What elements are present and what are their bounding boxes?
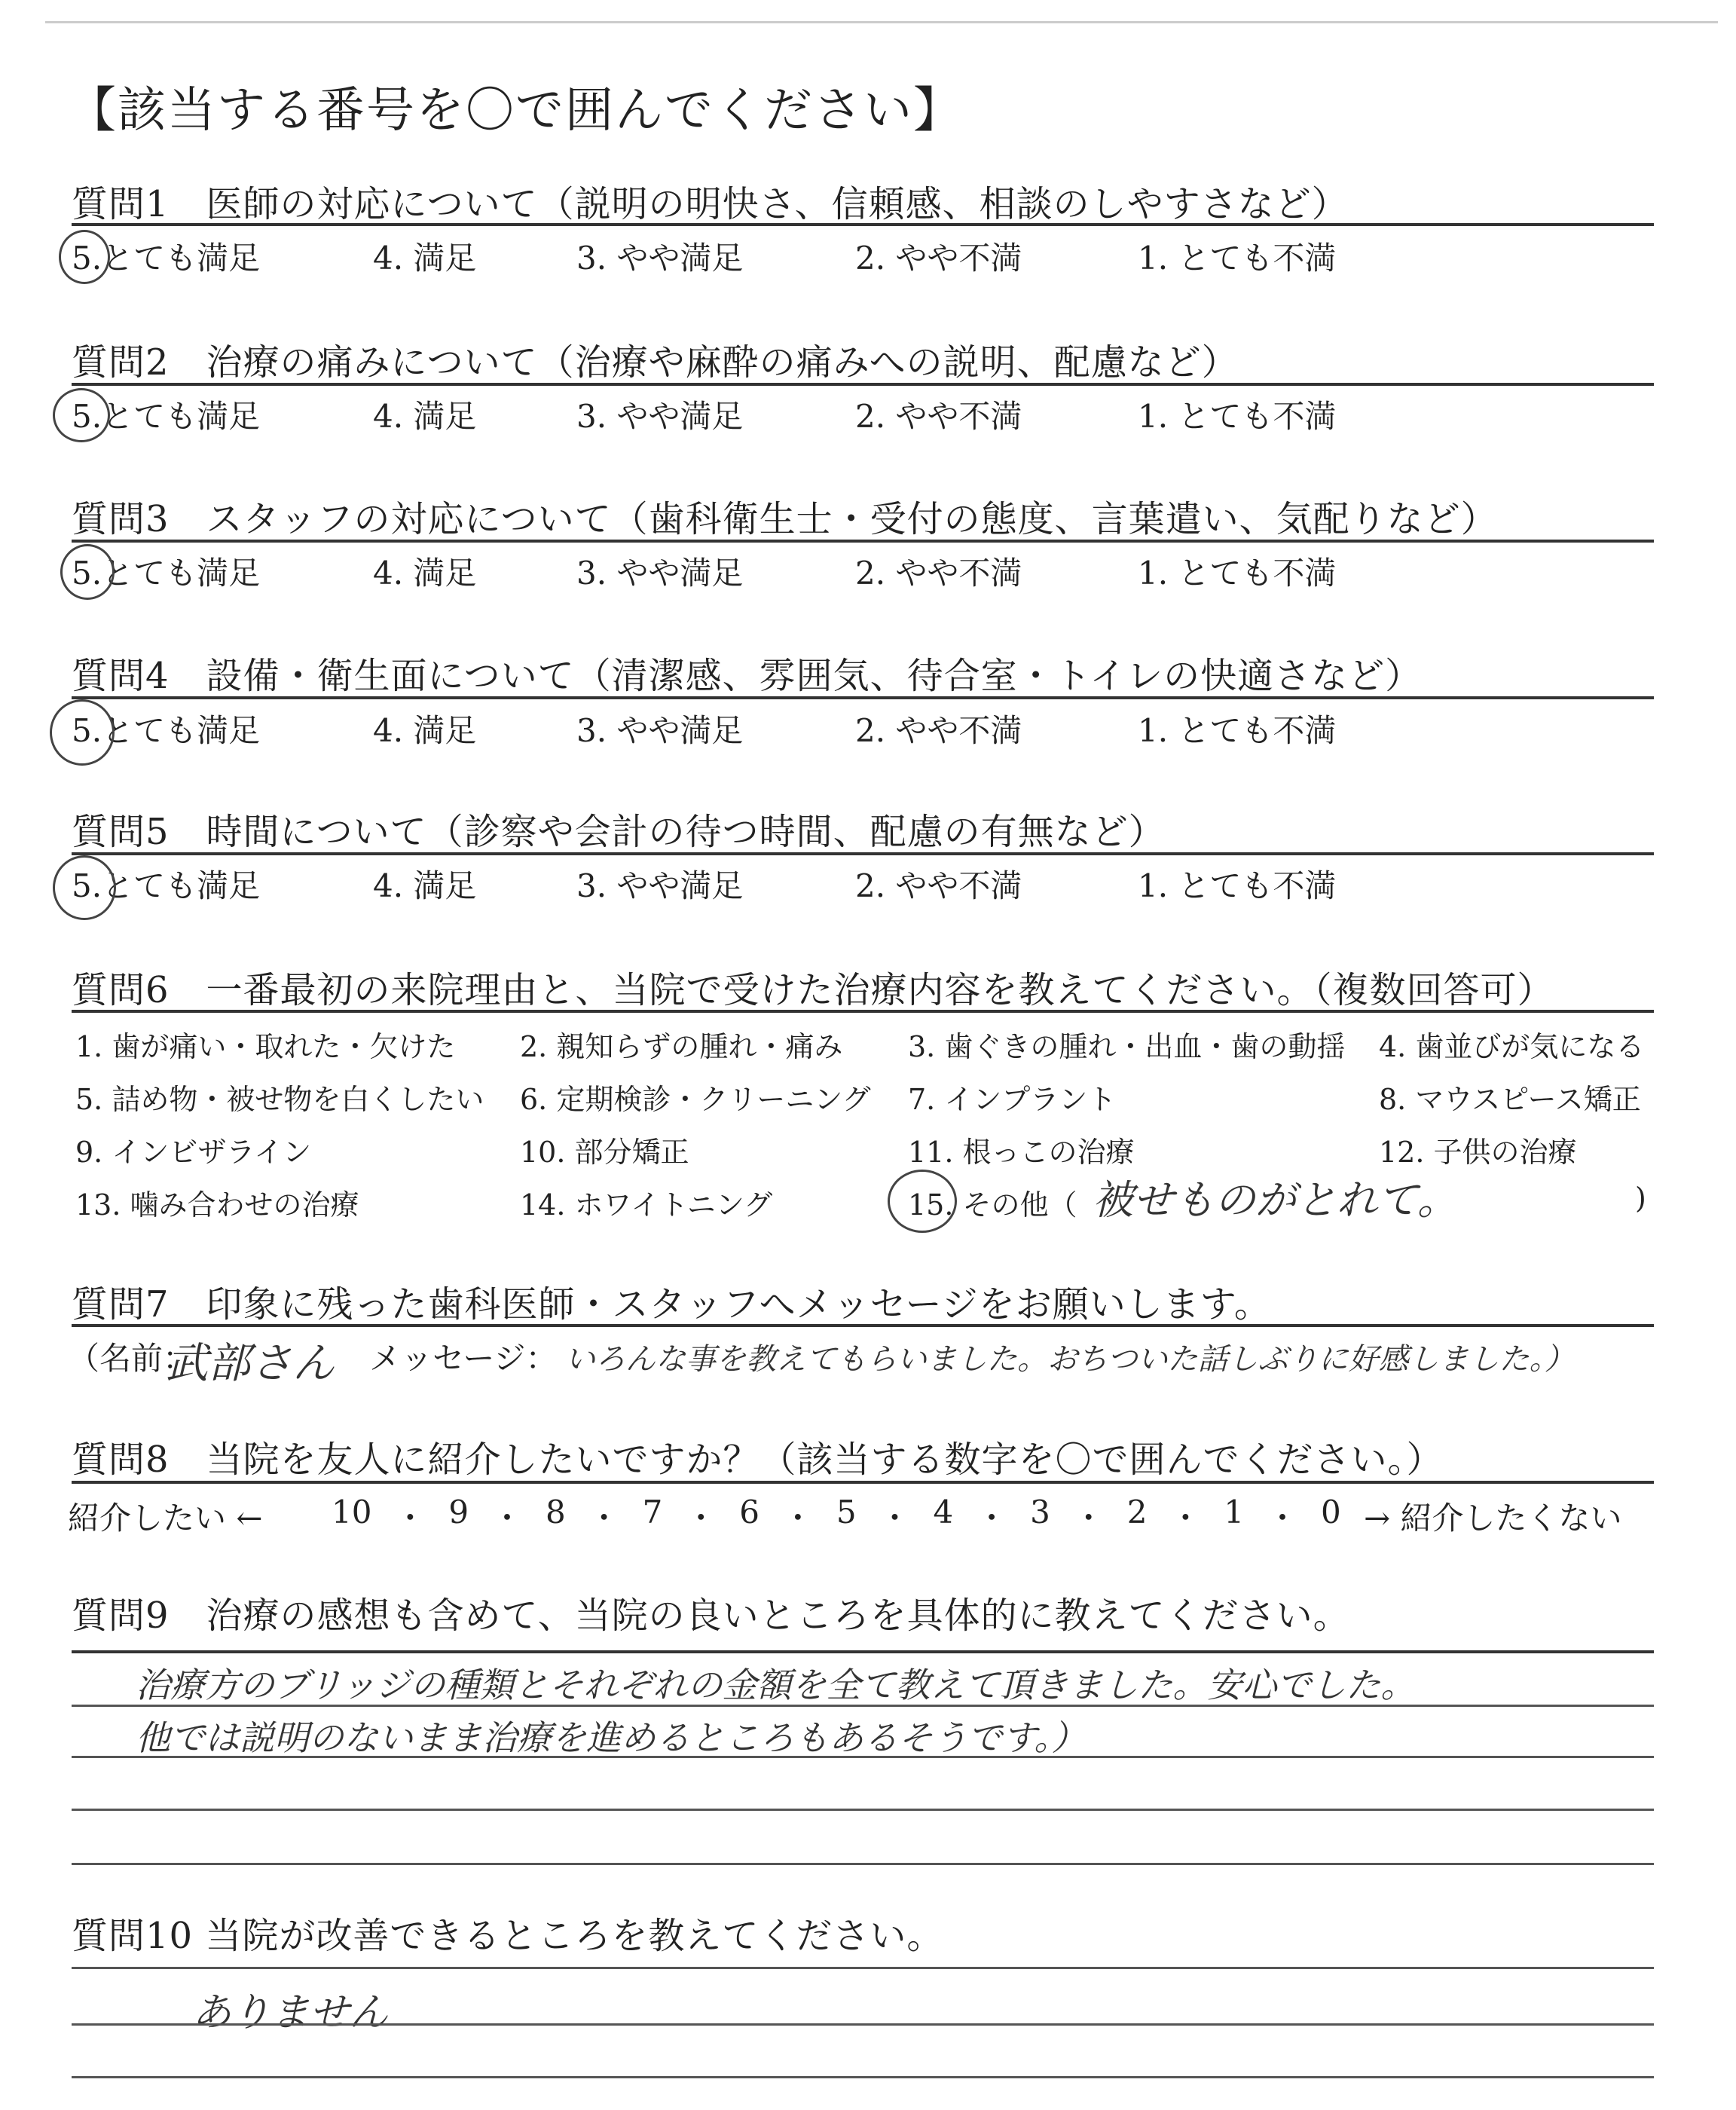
q8-scale-dot: ・: [1169, 1500, 1202, 1537]
q6-option-9[interactable]: 9. インビザライン: [75, 1136, 312, 1169]
q8-scale-3[interactable]: 3: [1030, 1494, 1050, 1531]
q6-selection-circle: [888, 1170, 957, 1233]
q5-option-4[interactable]: 4. 満足: [373, 867, 477, 904]
q4-selection-circle: [50, 699, 115, 766]
q8-scale-dot: ・: [685, 1500, 717, 1537]
q7-name-value[interactable]: 武部さん: [166, 1339, 335, 1388]
q8-scale-10[interactable]: 10: [332, 1494, 372, 1531]
top-edge-line: [45, 21, 1718, 23]
question-8-heading: 質問8 当院を友人に紹介したいですか？（該当する数字を〇で囲んでください。）: [72, 1439, 1444, 1481]
q5-option-3[interactable]: 3. やや満足: [576, 867, 744, 904]
q6-option-8[interactable]: 8. マウスピース矯正: [1379, 1083, 1641, 1116]
q8-scale-dot: ・: [781, 1500, 814, 1537]
q2-option-3[interactable]: 3. やや満足: [576, 398, 744, 435]
question-4-heading: 質問4 設備・衛生面について（清潔感、雰囲気、待合室・トイレの快適さなど）: [72, 655, 1423, 697]
question-1-heading: 質問1 医師の対応について（説明の明快さ、信頼感、相談のしやすさなど）: [72, 183, 1349, 225]
q4-option-3[interactable]: 3. やや満足: [576, 712, 744, 749]
q8-scale-1[interactable]: 1: [1224, 1494, 1245, 1531]
q8-scale-dot: ・: [394, 1500, 426, 1537]
q8-scale-dot: ・: [1267, 1500, 1299, 1537]
q1-option-5[interactable]: 5.とても満足: [72, 240, 261, 277]
q5-option-1[interactable]: 1. とても不満: [1138, 867, 1337, 904]
q5-selection-circle: [53, 855, 116, 920]
q4-option-4[interactable]: 4. 満足: [373, 712, 477, 749]
q1-option-2[interactable]: 2. やや不満: [855, 240, 1022, 277]
question-3-heading: 質問3 スタッフの対応について（歯科衛生士・受付の態度、言葉遣い、気配りなど）: [72, 498, 1498, 540]
q6-option-10[interactable]: 10. 部分矯正: [520, 1136, 689, 1169]
q6-option-13[interactable]: 13. 噛み合わせの治療: [75, 1188, 359, 1222]
question-6-rule: [72, 1010, 1654, 1013]
q9-answer-rule-2: [72, 1756, 1654, 1758]
q1-option-3[interactable]: 3. やや満足: [576, 240, 744, 277]
q6-option-14[interactable]: 14. ホワイトニング: [520, 1188, 773, 1222]
q3-option-2[interactable]: 2. やや不満: [855, 555, 1022, 592]
q6-option-4[interactable]: 4. 歯並びが気になる: [1379, 1030, 1645, 1063]
q1-option-4[interactable]: 4. 満足: [373, 240, 477, 277]
q6-option-3[interactable]: 3. 歯ぐきの腫れ・出血・歯の動揺: [908, 1030, 1346, 1063]
q10-answer-rule-1: [72, 1967, 1654, 1969]
q6-option-12[interactable]: 12. 子供の治療: [1379, 1136, 1577, 1169]
q10-answer-rule-2: [72, 2023, 1654, 2026]
q8-scale-dot: ・: [588, 1500, 620, 1537]
q1-option-1[interactable]: 1. とても不満: [1138, 240, 1337, 277]
question-4-rule: [72, 696, 1654, 699]
q3-option-5[interactable]: 5.とても満足: [72, 555, 261, 592]
q8-scale: [332, 1494, 1341, 1539]
q5-option-5[interactable]: 5.とても満足: [72, 867, 261, 904]
q2-option-1[interactable]: 1. とても不満: [1138, 398, 1337, 435]
question-3-rule: [72, 540, 1654, 543]
q10-answer-rule-3: [72, 2076, 1654, 2078]
q6-option-11[interactable]: 11. 根っこの治療: [908, 1136, 1135, 1169]
q7-message-label: メッセージ：: [369, 1340, 558, 1377]
q6-option-5[interactable]: 5. 詰め物・被せ物を白くしたい: [75, 1083, 484, 1116]
q8-scale-2[interactable]: 2: [1126, 1494, 1148, 1531]
q8-scale-dot: ・: [1072, 1500, 1105, 1537]
q6-other-close-paren: ): [1635, 1182, 1646, 1215]
question-10-heading: 質問10 当院が改善できるところを教えてください。: [72, 1915, 944, 1957]
q8-scale-5[interactable]: 5: [836, 1494, 857, 1531]
q9-answer-line-1[interactable]: 治療方のブリッジの種類とそれぞれの金額を全て教えて頂きました。安心でした。: [136, 1665, 1416, 1705]
q8-scale-dot: ・: [491, 1500, 524, 1537]
question-7-heading: 質問7 印象に残った歯科医師・スタッフへメッセージをお願いします。: [72, 1283, 1271, 1326]
q4-option-2[interactable]: 2. やや不満: [855, 712, 1022, 749]
question-1-rule: [72, 223, 1654, 226]
q8-scale-4[interactable]: 4: [933, 1494, 954, 1531]
q4-option-1[interactable]: 1. とても不満: [1138, 712, 1337, 749]
q1-selection-circle: [59, 230, 110, 284]
q9-answer-rule-3: [72, 1809, 1654, 1811]
q8-right-label: → 紹介したくない: [1364, 1500, 1622, 1537]
q6-option-2[interactable]: 2. 親知らずの腫れ・痛み: [520, 1030, 843, 1063]
q10-answer[interactable]: ありません: [192, 1990, 389, 2035]
q2-option-5[interactable]: 5.とても満足: [72, 398, 261, 435]
q6-option-15[interactable]: 15. その他（: [908, 1188, 1077, 1222]
q8-left-label: 紹介したい ←: [68, 1500, 263, 1537]
question-2-rule: [72, 383, 1654, 386]
question-6-heading: 質問6 一番最初の来院理由と、当院で受けた治療内容を教えてください。（複数回答可）: [72, 969, 1554, 1011]
q6-option-6[interactable]: 6. 定期検診・クリーニング: [520, 1083, 871, 1116]
q8-scale-9[interactable]: 9: [448, 1494, 469, 1531]
q6-option-1[interactable]: 1. 歯が痛い・取れた・欠けた: [75, 1030, 456, 1063]
q6-option-7[interactable]: 7. インプラント: [908, 1083, 1117, 1116]
q8-scale-6[interactable]: 6: [739, 1494, 760, 1531]
q3-selection-circle: [60, 544, 115, 600]
question-9-rule: [72, 1650, 1654, 1653]
q8-scale-8[interactable]: 8: [545, 1494, 566, 1531]
q3-option-3[interactable]: 3. やや満足: [576, 555, 744, 592]
q8-scale-dot: ・: [976, 1500, 1008, 1537]
q9-answer-rule-4: [72, 1863, 1654, 1865]
q6-other-answer[interactable]: 被せものがとれて。: [1093, 1176, 1458, 1224]
q9-answer-line-2[interactable]: 他では説明のないまま治療を進めるところもあるそうです。）: [136, 1717, 1087, 1758]
q2-selection-circle: [53, 388, 110, 442]
q7-message-value[interactable]: いろんな事を教えてもらいました。おちついた話しぶりに好感しました。）: [565, 1342, 1575, 1377]
q2-option-4[interactable]: 4. 満足: [373, 398, 477, 435]
q3-option-4[interactable]: 4. 満足: [373, 555, 477, 592]
question-5-heading: 質問5 時間について（診察や会計の待つ時間、配慮の有無など）: [72, 811, 1166, 853]
question-8-rule: [72, 1481, 1654, 1484]
q8-scale-7[interactable]: 7: [642, 1494, 663, 1531]
q4-option-5[interactable]: 5.とても満足: [72, 712, 261, 749]
question-7-rule: [72, 1324, 1654, 1327]
question-9-heading: 質問9 治療の感想も含めて、当院の良いところを具体的に教えてください。: [72, 1595, 1350, 1637]
q5-option-2[interactable]: 2. やや不満: [855, 867, 1022, 904]
q8-scale-0[interactable]: 0: [1320, 1494, 1341, 1531]
q9-answer-rule-1: [72, 1705, 1654, 1707]
page-title: 【該当する番号を〇で囲んでください】: [68, 83, 963, 139]
question-5-rule: [72, 852, 1654, 855]
question-2-heading: 質問2 治療の痛みについて（治療や麻酔の痛みへの説明、配慮など）: [72, 341, 1239, 384]
q2-option-2[interactable]: 2. やや不満: [855, 398, 1022, 435]
q7-name-label: （名前：: [68, 1340, 195, 1377]
q3-option-1[interactable]: 1. とても不満: [1138, 555, 1337, 592]
q8-scale-dot: ・: [879, 1500, 911, 1537]
